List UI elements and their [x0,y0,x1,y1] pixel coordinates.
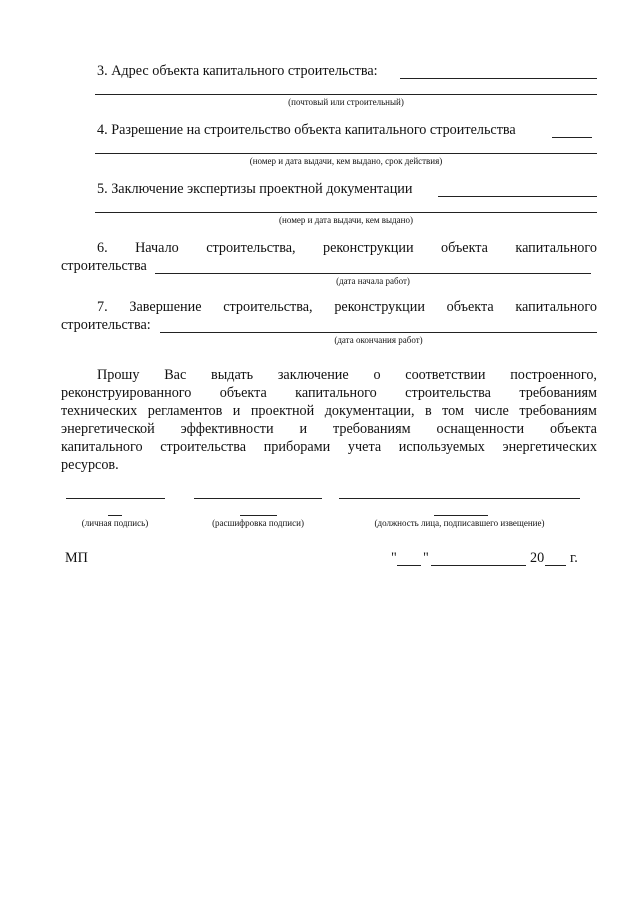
personal-signature-dash [108,515,122,516]
request-line-3: технических регламентов и проектной документации, в том числе требованиям [61,403,597,419]
personal-signature-hint: (личная подпись) [81,518,149,528]
request-line-1: Прошу Вас выдать заключение о соответствии построенного, [97,367,597,383]
address-hint: (почтовый или строительный) [288,97,404,107]
item-5-label: 5. Заключение экспертизы проектной документации [97,181,413,197]
address-field[interactable] [400,78,597,79]
signature-decoding-hint: (расшифровка подписи) [212,518,304,528]
permit-hint: (номер и дата выдачи, кем выдано, срок действия) [249,156,443,166]
request-line-4: энергетической эффективности и требованиям оснащенности объекта [61,421,597,437]
request-line-5: капитального строительства приборами учета используемых энергетических [61,439,597,455]
item-3-label: 3. Адрес объекта капитального строительства: [97,63,378,79]
date-year-suffix: г. [570,550,578,566]
expertise-field-line-2[interactable] [95,212,597,213]
signer-position-dash [434,515,488,516]
end-date-field[interactable] [160,332,597,333]
date-year-field[interactable] [545,565,566,566]
signature-decoding-dash [240,515,277,516]
signer-position-field[interactable] [339,498,580,499]
item-6-line-1: 6. Начало строительства, реконструкции объекта капитального [97,240,597,256]
date-open-quote: " [391,550,397,566]
request-line-2: реконструированного объекта капитального строительства требованиям [61,385,597,401]
item-7-line-2: строительства: [61,317,151,333]
expertise-hint: (номер и дата выдачи, кем выдано) [279,215,413,225]
signature-decoding-field[interactable] [194,498,322,499]
date-close-quote: " [423,550,429,566]
permit-field[interactable] [552,137,592,138]
item-7-line-1: 7. Завершение строительства, реконструкции объекта капитального [97,299,597,315]
address-field-line-2[interactable] [95,94,597,95]
request-line-6: ресурсов. [61,457,119,473]
permit-field-line-2[interactable] [95,153,597,154]
personal-signature-field[interactable] [66,498,165,499]
start-date-field[interactable] [155,273,591,274]
end-date-hint: (дата окончания работ) [334,335,423,345]
stamp-label: МП [65,550,88,566]
signer-position-hint: (должность лица, подписавшего извещение) [374,518,545,528]
date-month-field[interactable] [431,565,526,566]
item-6-line-2: строительства [61,258,147,274]
date-year-prefix: 20 [530,550,545,566]
date-day-field[interactable] [397,565,421,566]
expertise-field[interactable] [438,196,597,197]
start-date-hint: (дата начала работ) [336,276,410,286]
item-4-label: 4. Разрешение на строительство объекта капитального строительства [97,122,516,138]
